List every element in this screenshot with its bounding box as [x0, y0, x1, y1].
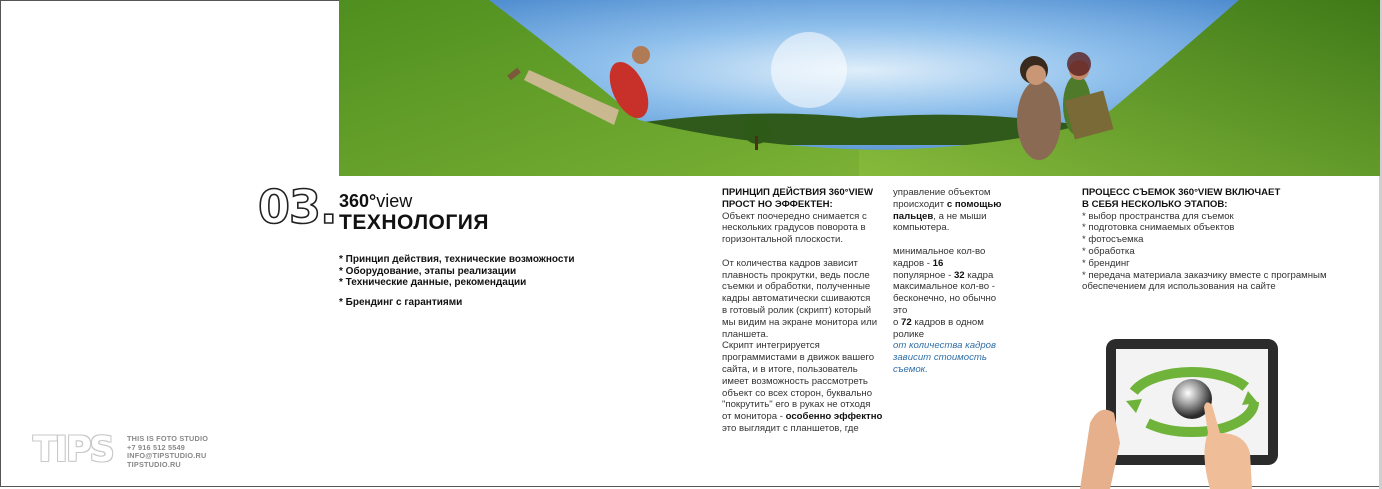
- note-line: от количества кадров: [893, 340, 997, 352]
- c2-line: управление объектом: [893, 187, 991, 198]
- c2-bold-fingers: пальцев: [893, 210, 934, 222]
- note-line: съемок.: [893, 363, 928, 375]
- c2-bold: с помощью: [946, 198, 1002, 210]
- title-360: 360°: [339, 191, 377, 211]
- title-technology: ТЕХНОЛОГИЯ: [339, 211, 489, 234]
- p3-pre: от монитора -: [722, 411, 786, 423]
- p3-line: это выглядит с планшетов, где: [722, 422, 859, 434]
- spec-line: минимальное кол-во: [893, 245, 986, 257]
- spec-popular-frames: 32: [953, 269, 965, 281]
- spec-line: это: [893, 304, 908, 316]
- topic-item: * Технические данные, рекомендации: [339, 277, 527, 288]
- process-heading-1: ПРОЦЕСС СЪЕМОК 360°VIEW ВКЛЮЧАЕТ: [1082, 187, 1281, 198]
- topic-item: * Оборудование, этапы реализации: [339, 265, 517, 277]
- spec-usual-frames: 72: [901, 316, 912, 328]
- p3-line-emph: [722, 411, 892, 423]
- p3-bold: особенно эффектно: [785, 411, 883, 423]
- p2-line: плавность прокрутки, ведь после: [722, 269, 870, 281]
- spec-line: [893, 317, 1013, 329]
- spec-pre: кадров -: [893, 257, 933, 269]
- tips-logo: TIPS: [33, 430, 113, 470]
- spec-post: кадров в одном: [911, 316, 984, 328]
- process-item: * выбор пространства для съемок: [1082, 210, 1234, 222]
- topic-item-branding: * Брендинг с гарантиями: [339, 296, 463, 308]
- p2-line: От количества кадров зависит: [722, 257, 858, 269]
- process-column: [1082, 187, 1362, 293]
- spec-line: ролике: [893, 328, 925, 340]
- spec-line: [893, 270, 1013, 282]
- process-item: * обработка: [1082, 245, 1135, 257]
- specs-column: [893, 187, 1013, 376]
- p2-line: планшета.: [722, 328, 769, 340]
- spec-post: кадра: [964, 269, 994, 281]
- p1-line: горизонтальной плоскости.: [722, 234, 844, 246]
- process-item: * подготовка снимаемых объектов: [1082, 222, 1235, 234]
- p2-line: в готовый ролик (скрипт) который: [722, 304, 872, 316]
- p1-line: нескольких градусов поворота в: [722, 222, 866, 234]
- contact-website: TIPSTUDIO.RU: [127, 459, 181, 469]
- note-line: зависит стоимость: [893, 352, 987, 364]
- contact-phone: +7 916 512 5549: [127, 442, 185, 452]
- spec-pre: о: [893, 316, 902, 328]
- studio-contacts: [127, 435, 208, 469]
- spec-line: бесконечно, но обычно: [893, 293, 997, 305]
- p3-line: сайта, и в итоге, пользователь: [722, 363, 858, 375]
- principle-column: [722, 187, 892, 435]
- p1-line: Объект поочередно снимается с: [722, 210, 867, 222]
- p2-line: кадры автоматически сшиваются: [722, 293, 871, 305]
- c2-line: [893, 211, 1013, 223]
- contact-email: INFO@TIPSTUDIO.RU: [127, 451, 207, 461]
- process-heading-2: В СЕБЯ НЕСКОЛЬКО ЭТАПОВ:: [1082, 198, 1228, 210]
- p3-line: программистами в движок вашего: [722, 352, 875, 364]
- c2-pre: происходит: [893, 198, 947, 210]
- c2-line: [893, 199, 1013, 211]
- p3-line: "покрутить" его в руках не отходя: [722, 399, 871, 411]
- p3-line: Скрипт интегрируется: [722, 340, 820, 352]
- spec-line: [893, 258, 1013, 270]
- spec-min-frames: 16: [932, 257, 944, 269]
- contact-tagline: THIS IS FOTO STUDIO: [127, 434, 209, 443]
- p2-line: мы видим на экране монитора или: [722, 316, 878, 328]
- title-360view: [339, 192, 489, 210]
- tablet-illustration: [1080, 333, 1280, 489]
- process-item-cont: обеспечением для использования на сайте: [1082, 281, 1276, 293]
- topics-list: [339, 254, 575, 308]
- spec-pre: популярное -: [893, 269, 954, 281]
- process-item: * передача материала заказчику вместе с програмным: [1082, 269, 1327, 281]
- spec-line: максимальное кол-во -: [893, 281, 995, 293]
- principle-heading-1: ПРИНЦИП ДЕЙСТВИЯ 360°VIEW: [722, 187, 874, 198]
- process-item: * фотосъемка: [1082, 234, 1144, 246]
- principle-heading-2: ПРОСТ НО ЭФФЕКТЕН:: [722, 198, 833, 210]
- process-item: * брендинг: [1082, 257, 1130, 269]
- p3-line: объект со всех сторон, буквально: [722, 387, 873, 399]
- section-title: [339, 192, 489, 233]
- section-number: 03.: [258, 180, 337, 234]
- p2-line: съемки и обработки, полученные: [722, 281, 871, 293]
- topic-item: * Принцип действия, технические возможности: [339, 254, 575, 265]
- title-view: view: [376, 191, 413, 211]
- c2-post: , а не мыши: [933, 210, 987, 222]
- panorama-photo: [339, 0, 1380, 176]
- c2-line: компьютера.: [893, 222, 950, 234]
- p3-line: имеет возможность рассмотреть: [722, 375, 868, 387]
- price-note: [893, 340, 1013, 375]
